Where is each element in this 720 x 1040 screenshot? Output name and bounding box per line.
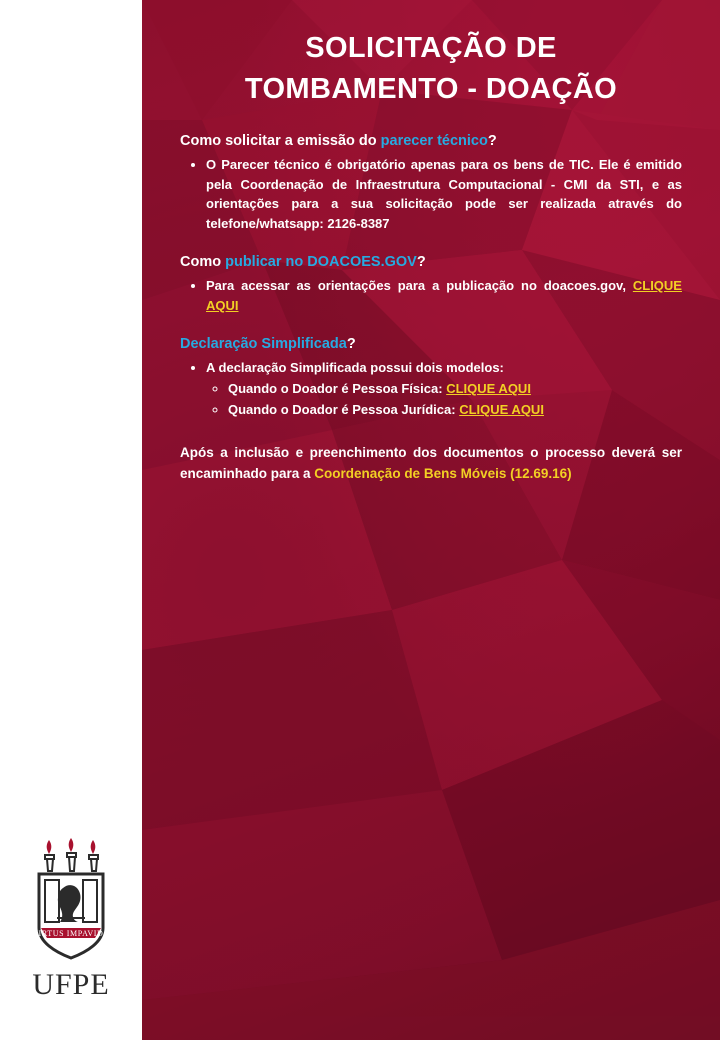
title-line-1: SOLICITAÇÃO DE [305, 32, 557, 64]
section-3-question-accent: Declaração Simplificada [180, 336, 347, 353]
section-1-question [180, 132, 682, 151]
section-2-question-accent: publicar no DOACOES.GOV [225, 254, 417, 271]
section-2-bullet-text: Para acessar as orientações para a publicação no doacoes.gov, [206, 278, 626, 294]
list-item: • O Parecer técnico é obrigatório apenas para os bens de TIC. Ele é emitido pela Coordenação de Infraestrutura Computacional - CMI da STI, e as orientações para a sua solicitação pode ser realizada através do telefone/whatsapp: 2126-8387 [206, 155, 682, 233]
title-line-2: TOMBAMENTO - DOAÇÃO [244, 73, 618, 106]
sub-item-2-text: Quando o Doador é Pessoa Jurídica: [228, 402, 456, 418]
section-1-question-suffix: ? [487, 133, 497, 150]
page-title [180, 0, 682, 110]
section-2-question [180, 253, 682, 272]
poster-content [142, 0, 720, 1040]
list-item [206, 276, 682, 315]
clique-aqui-link-pessoa-fisica[interactable]: CLIQUE AQUI [446, 381, 531, 397]
section-2-question-suffix: ? [416, 254, 426, 271]
closing-text: Após a inclusão e preenchimento dos documentos o processo deverá ser encaminhado para a [180, 444, 682, 481]
poster-panel [142, 0, 720, 1040]
section-2-question-prefix: Como [180, 254, 226, 271]
closing-paragraph [180, 443, 682, 485]
ufpe-wordmark: UFPE [32, 968, 110, 1001]
list-item [206, 358, 682, 421]
ufpe-logo [0, 836, 142, 1002]
svg-text:VIRTUS IMPAVIDA: VIRTUS IMPAVIDA [32, 929, 110, 938]
list-item [228, 379, 682, 400]
section-1-question-prefix: Como solicitar a emissão do [180, 133, 381, 150]
section-3-list [180, 358, 682, 421]
section-3-question-suffix: ? [346, 336, 356, 353]
clique-aqui-link-doacoes[interactable]: CLIQUE AQUI [206, 278, 682, 313]
clique-aqui-link-pessoa-juridica[interactable]: CLIQUE AQUI [459, 402, 544, 418]
section-3-sublist [206, 379, 682, 421]
closing-highlight: Coordenação de Bens Móveis (12.69.16) [314, 465, 572, 481]
poster-body [180, 132, 682, 484]
ufpe-coat-of-arms-icon [21, 836, 121, 966]
section-1-question-accent: parecer técnico [380, 133, 488, 150]
brand-column [0, 0, 142, 1040]
section-1-list [180, 155, 682, 233]
section-3-bullet-text: A declaração Simplificada possui dois modelos: [206, 359, 504, 375]
section-2-list [180, 276, 682, 315]
sub-item-1-text: Quando o Doador é Pessoa Física: [228, 381, 443, 397]
list-item [228, 400, 682, 421]
section-3-question [180, 335, 682, 354]
